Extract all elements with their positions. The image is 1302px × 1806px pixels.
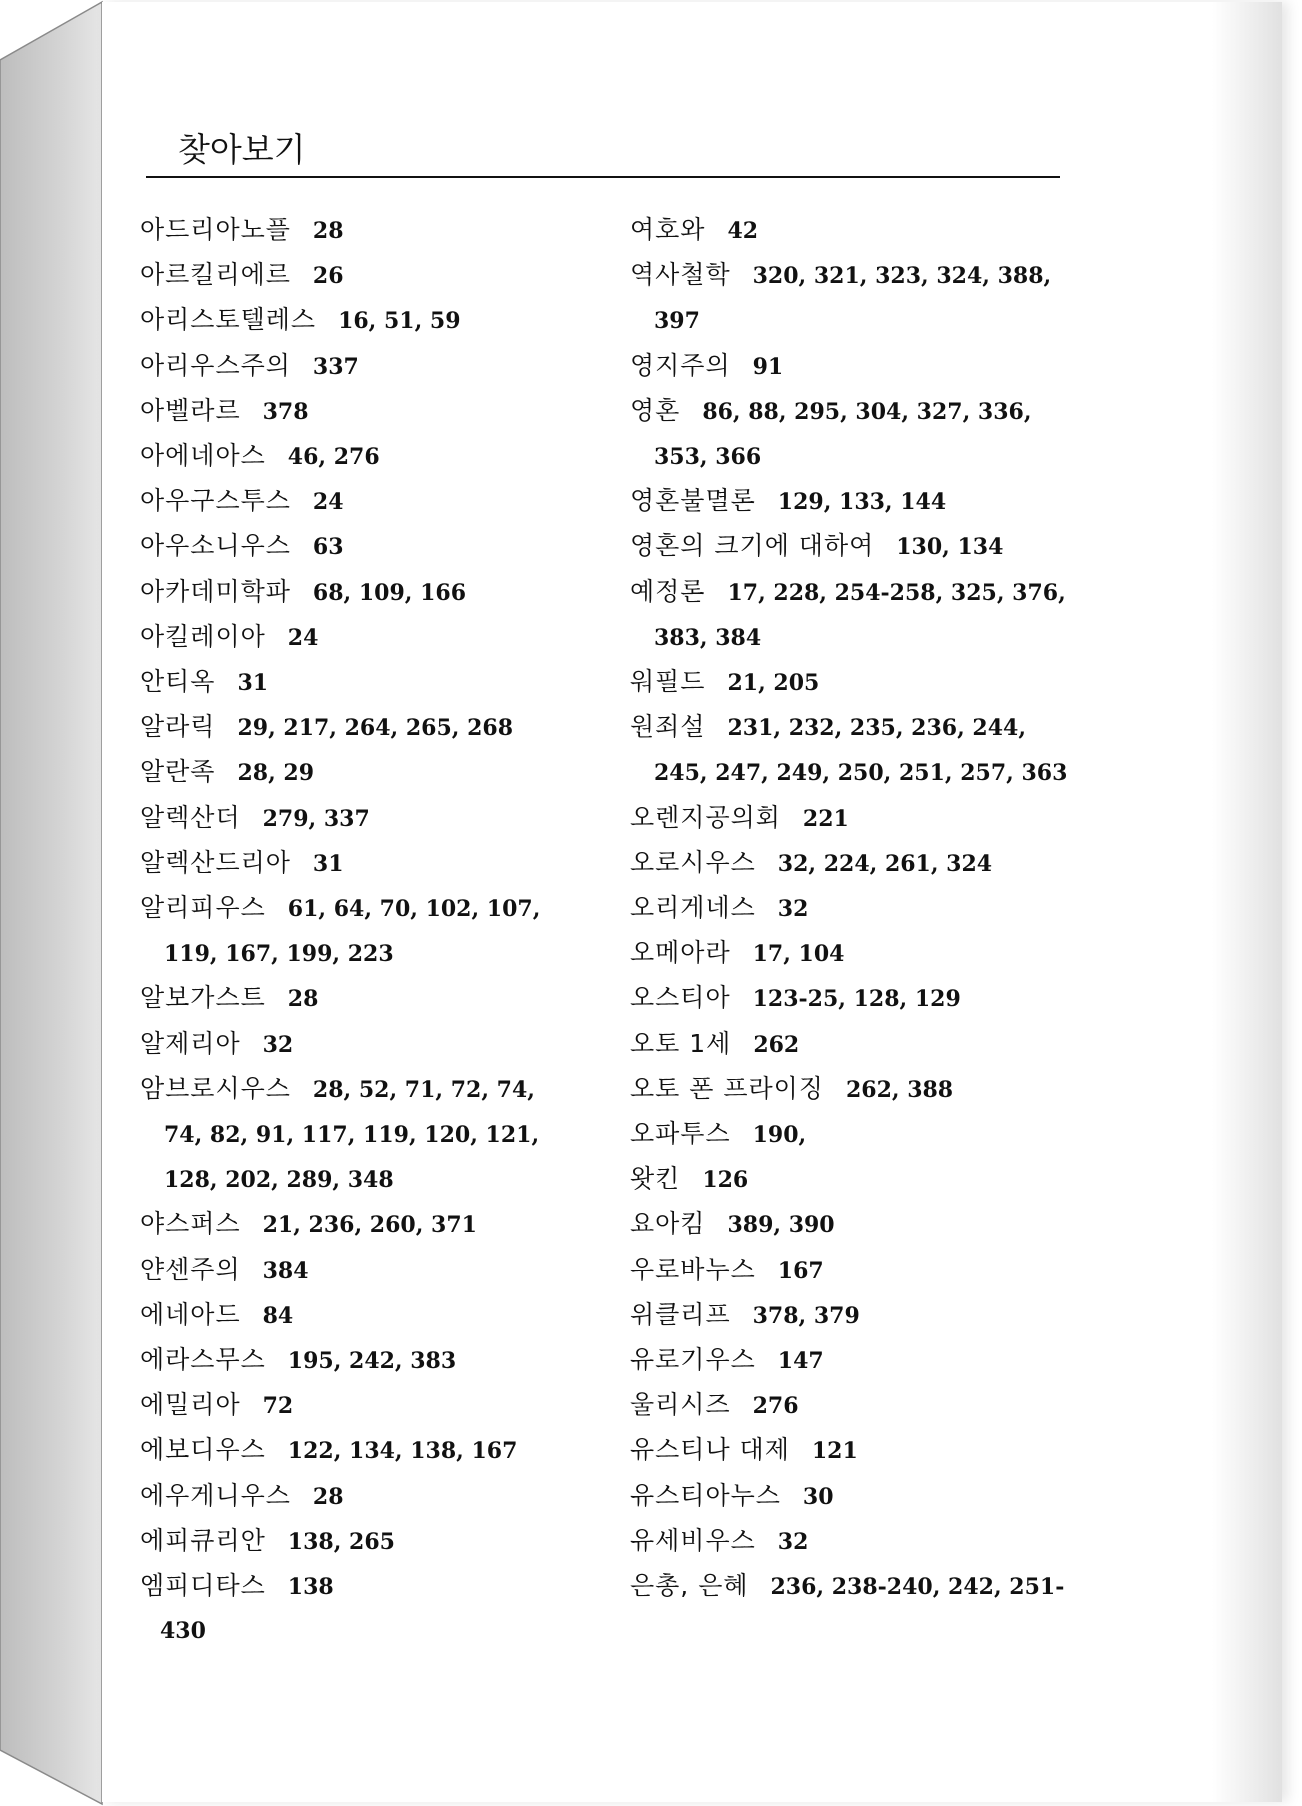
index-term: 아우소니우스 bbox=[140, 531, 291, 561]
index-entry bbox=[140, 1383, 580, 1428]
index-term: 엠피디타스 bbox=[140, 1571, 266, 1601]
index-term: 유스티아누스 bbox=[630, 1480, 781, 1510]
index-entry bbox=[140, 841, 580, 886]
index-pages: 129, 133, 144 bbox=[777, 489, 947, 516]
index-pages: 86, 88, 295, 304, 327, 336, bbox=[702, 398, 1032, 425]
index-pages: 138 bbox=[287, 1574, 334, 1601]
index-term: 에보디우스 bbox=[140, 1435, 266, 1465]
index-term: 역사철학 bbox=[630, 260, 731, 290]
index-pages: 28, 29 bbox=[237, 760, 315, 787]
index-entry-continuation bbox=[630, 615, 1070, 660]
index-term: 아우구스투스 bbox=[140, 486, 291, 516]
index-entry bbox=[630, 479, 1070, 524]
index-entry bbox=[630, 1428, 1070, 1473]
index-entry bbox=[140, 1293, 580, 1338]
index-pages: 231, 232, 235, 236, 244, bbox=[727, 715, 1026, 742]
index-entry bbox=[630, 1067, 1070, 1112]
index-pages: 30 bbox=[802, 1483, 834, 1510]
index-pages: 72 bbox=[262, 1393, 294, 1420]
index-pages: 74, 82, 91, 117, 119, 120, 121, bbox=[164, 1122, 540, 1149]
book-spine-edge bbox=[0, 0, 104, 1806]
index-pages: 16, 51, 59 bbox=[338, 308, 461, 335]
index-entry bbox=[140, 796, 580, 841]
index-term: 원죄설 bbox=[630, 712, 706, 742]
index-entry bbox=[630, 796, 1070, 841]
index-term: 아드리아노플 bbox=[140, 215, 291, 244]
index-entry bbox=[140, 434, 580, 479]
index-term: 오메아라 bbox=[630, 938, 731, 968]
index-term: 에밀리아 bbox=[140, 1390, 241, 1420]
index-pages: 195, 242, 383 bbox=[287, 1348, 457, 1375]
index-entry bbox=[140, 570, 580, 615]
index-pages: 28, 52, 71, 72, 74, bbox=[312, 1076, 535, 1103]
index-entry bbox=[630, 1248, 1070, 1293]
index-pages: 245, 247, 249, 250, 251, 257, 363 bbox=[654, 760, 1068, 787]
index-entry bbox=[140, 524, 580, 569]
index-entry bbox=[140, 705, 580, 750]
index-entry bbox=[630, 931, 1070, 976]
index-entry bbox=[630, 886, 1070, 931]
index-term: 아카데미학파 bbox=[140, 576, 291, 606]
index-pages: 84 bbox=[262, 1302, 294, 1329]
index-pages: 24 bbox=[287, 624, 319, 651]
index-entry bbox=[630, 841, 1070, 886]
index-entry bbox=[630, 976, 1070, 1021]
index-pages: 320, 321, 323, 324, 388, bbox=[752, 263, 1052, 290]
index-pages: 46, 276 bbox=[287, 444, 380, 471]
index-pages: 26 bbox=[312, 263, 344, 290]
index-pages: 378, 379 bbox=[752, 1302, 860, 1329]
index-pages: 121 bbox=[811, 1438, 858, 1465]
index-term: 유스티나 대제 bbox=[630, 1435, 790, 1465]
index-pages: 167 bbox=[777, 1257, 824, 1284]
index-entry bbox=[630, 344, 1070, 389]
index-term: 안티옥 bbox=[140, 667, 216, 697]
index-pages: 28 bbox=[287, 986, 319, 1013]
index-term: 예정론 bbox=[630, 576, 706, 606]
index-entry bbox=[140, 208, 580, 253]
index-term: 알라릭 bbox=[140, 712, 216, 742]
index-entry bbox=[630, 660, 1070, 705]
index-entry-continuation bbox=[140, 1157, 580, 1202]
index-pages: 353, 366 bbox=[654, 444, 762, 471]
index-term: 은총, 은혜 bbox=[630, 1571, 749, 1601]
index-term: 영혼 bbox=[630, 395, 681, 425]
index-term: 오로시우스 bbox=[630, 847, 756, 877]
index-term: 오토 1세 bbox=[630, 1028, 732, 1058]
index-term: 아벨라르 bbox=[140, 395, 241, 425]
index-term: 에네아드 bbox=[140, 1299, 241, 1329]
index-pages: 29, 217, 264, 265, 268 bbox=[237, 715, 514, 742]
index-pages: 384 bbox=[262, 1257, 309, 1284]
index-pages: 91 bbox=[752, 353, 784, 380]
index-entry bbox=[630, 1157, 1070, 1202]
index-entry bbox=[630, 253, 1070, 298]
index-entry bbox=[140, 1564, 580, 1609]
index-term: 아리스토텔레스 bbox=[140, 305, 317, 335]
index-entry bbox=[630, 208, 1070, 253]
index-term: 에라스무스 bbox=[140, 1345, 266, 1375]
index-entry bbox=[140, 660, 580, 705]
index-entry bbox=[140, 479, 580, 524]
index-term: 알렉산더 bbox=[140, 802, 241, 832]
index-entry bbox=[140, 298, 580, 343]
index-pages: 68, 109, 166 bbox=[312, 579, 467, 606]
index-term: 여호와 bbox=[630, 215, 706, 244]
index-term: 아리우스주의 bbox=[140, 350, 291, 380]
index-term: 알리피우스 bbox=[140, 893, 266, 923]
index-pages: 28 bbox=[312, 1483, 344, 1510]
index-entry bbox=[140, 1022, 580, 1067]
page-title: 찾아보기 bbox=[178, 130, 306, 169]
index-term: 오렌지공의회 bbox=[630, 802, 781, 832]
index-entry bbox=[630, 1338, 1070, 1383]
index-pages: 17, 104 bbox=[752, 941, 845, 968]
index-entry bbox=[140, 1428, 580, 1473]
index-entry bbox=[630, 1519, 1070, 1564]
index-term: 에피큐리안 bbox=[140, 1525, 266, 1555]
index-entry bbox=[630, 1564, 1070, 1609]
index-entry bbox=[630, 389, 1070, 434]
index-pages: 279, 337 bbox=[262, 805, 370, 832]
index-term: 우로바누스 bbox=[630, 1254, 756, 1284]
index-term: 유로기우스 bbox=[630, 1345, 756, 1375]
index-entry bbox=[630, 1383, 1070, 1428]
index-term: 위클리프 bbox=[630, 1299, 731, 1329]
index-pages: 28 bbox=[312, 218, 344, 244]
index-pages: 378 bbox=[262, 398, 309, 425]
index-entry bbox=[140, 389, 580, 434]
index-pages: 128, 202, 289, 348 bbox=[164, 1167, 394, 1194]
index-term: 영혼불멸론 bbox=[630, 486, 756, 516]
index-term: 오파투스 bbox=[630, 1119, 731, 1149]
index-term: 영혼의 크기에 대하여 bbox=[630, 531, 875, 561]
index-pages: 337 bbox=[312, 353, 359, 380]
index-term: 영지주의 bbox=[630, 350, 731, 380]
index-pages: 31 bbox=[312, 850, 344, 877]
index-entry bbox=[630, 1112, 1070, 1157]
index-term: 암브로시우스 bbox=[140, 1073, 291, 1103]
index-pages: 130, 134 bbox=[896, 534, 1004, 561]
index-pages: 42 bbox=[727, 218, 759, 244]
index-pages: 236, 238-240, 242, 251- bbox=[770, 1574, 1065, 1601]
index-pages: 24 bbox=[312, 489, 344, 516]
index-pages: 126 bbox=[702, 1167, 749, 1194]
index-term: 오스티아 bbox=[630, 983, 731, 1013]
index-pages: 21, 205 bbox=[727, 670, 820, 697]
index-term: 아킬레이아 bbox=[140, 621, 266, 651]
index-term: 알제리아 bbox=[140, 1028, 241, 1058]
index-pages: 32 bbox=[777, 1528, 809, 1555]
index-entry bbox=[630, 524, 1070, 569]
index-entry-continuation bbox=[630, 750, 1070, 795]
index-column-right bbox=[630, 208, 1070, 1609]
index-term: 요아킴 bbox=[630, 1209, 706, 1239]
index-entry bbox=[630, 1293, 1070, 1338]
index-entry bbox=[140, 615, 580, 660]
index-entry bbox=[140, 1248, 580, 1293]
index-entry bbox=[140, 1067, 580, 1112]
index-term: 알렉산드리아 bbox=[140, 847, 291, 877]
index-pages: 383, 384 bbox=[654, 624, 762, 651]
index-entry bbox=[630, 705, 1070, 750]
header-rule bbox=[146, 176, 1060, 178]
page-number: 430 bbox=[160, 1618, 206, 1644]
index-entry-continuation bbox=[140, 931, 580, 976]
index-entry bbox=[140, 344, 580, 389]
index-entry bbox=[630, 570, 1070, 615]
index-pages: 17, 228, 254-258, 325, 376, bbox=[727, 579, 1066, 606]
page-edge-shadow bbox=[1212, 2, 1282, 1802]
index-term: 알란족 bbox=[140, 757, 216, 787]
index-term: 에우게니우스 bbox=[140, 1480, 291, 1510]
index-pages: 147 bbox=[777, 1348, 824, 1375]
index-pages: 397 bbox=[654, 308, 700, 335]
index-term: 왓킨 bbox=[630, 1164, 681, 1194]
index-term: 알보가스트 bbox=[140, 983, 266, 1013]
index-entry-continuation bbox=[140, 1112, 580, 1157]
index-entry bbox=[630, 1022, 1070, 1067]
index-column-left bbox=[140, 208, 580, 1609]
index-pages: 119, 167, 199, 223 bbox=[164, 941, 394, 968]
index-term: 아르킬리에르 bbox=[140, 260, 291, 290]
index-term: 울리시즈 bbox=[630, 1390, 731, 1420]
index-pages: 221 bbox=[802, 805, 849, 832]
index-entry bbox=[140, 253, 580, 298]
index-term: 워필드 bbox=[630, 667, 706, 697]
index-term: 아에네아스 bbox=[140, 441, 266, 471]
index-term: 얀센주의 bbox=[140, 1254, 241, 1284]
index-entry-continuation bbox=[630, 298, 1070, 343]
index-entry bbox=[140, 976, 580, 1021]
index-entry bbox=[140, 1474, 580, 1519]
index-pages: 276 bbox=[752, 1393, 799, 1420]
index-term: 오토 폰 프라이징 bbox=[630, 1073, 824, 1103]
index-pages: 122, 134, 138, 167 bbox=[287, 1438, 518, 1465]
index-entry bbox=[140, 886, 580, 931]
index-pages: 262, 388 bbox=[845, 1076, 954, 1103]
index-entry bbox=[140, 1202, 580, 1247]
index-entry bbox=[140, 750, 580, 795]
index-pages: 61, 64, 70, 102, 107, bbox=[287, 896, 541, 923]
index-pages: 123-25, 128, 129 bbox=[752, 986, 961, 1013]
index-pages: 32 bbox=[262, 1031, 294, 1058]
index-pages: 190, bbox=[752, 1122, 807, 1149]
index-pages: 389, 390 bbox=[727, 1212, 835, 1239]
index-entry-continuation bbox=[630, 434, 1070, 479]
index-pages: 21, 236, 260, 371 bbox=[262, 1212, 477, 1239]
index-pages: 63 bbox=[312, 534, 344, 561]
index-term: 유세비우스 bbox=[630, 1525, 756, 1555]
index-pages: 138, 265 bbox=[287, 1528, 395, 1555]
index-term: 야스퍼스 bbox=[140, 1209, 241, 1239]
index-entry bbox=[140, 1519, 580, 1564]
index-pages: 262 bbox=[753, 1031, 800, 1058]
index-entry bbox=[630, 1474, 1070, 1519]
index-entry bbox=[630, 1202, 1070, 1247]
index-term: 오리게네스 bbox=[630, 893, 756, 923]
page-header bbox=[146, 126, 1060, 178]
index-entry bbox=[140, 1338, 580, 1383]
index-pages: 32, 224, 261, 324 bbox=[777, 850, 993, 877]
index-pages: 32 bbox=[777, 896, 809, 923]
index-pages: 31 bbox=[237, 670, 269, 697]
